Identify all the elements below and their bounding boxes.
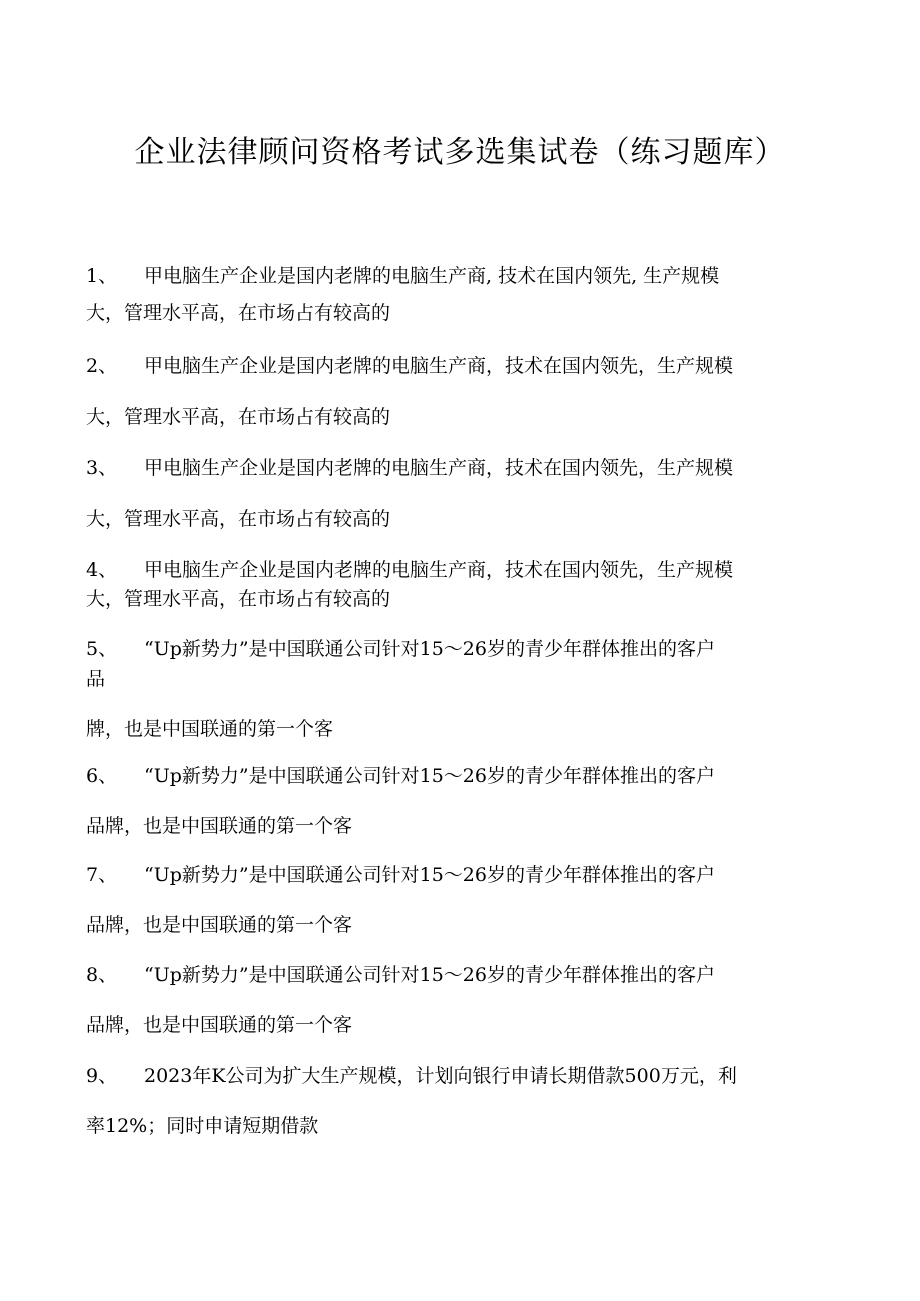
question-text: “Up新势力”是中国联通公司针对15～26岁的青少年群体推出的客户	[144, 864, 715, 886]
question-text: 甲电脑生产企业是国内老牌的电脑生产商，技术在国内领先，生产规模	[144, 355, 734, 377]
question-text: 甲电脑生产企业是国内老牌的电脑生产商，技术在国内领先，生产规模	[144, 457, 734, 479]
question-number: 9、	[86, 1065, 118, 1087]
question-4-line-1	[86, 555, 733, 585]
question-3-line-1	[86, 453, 733, 483]
question-number: 1、	[86, 265, 118, 287]
question-text: “Up新势力”是中国联通公司针对15～26岁的青少年群体推出的客户	[144, 765, 715, 787]
question-number: 4、	[86, 559, 118, 581]
question-5-line-3: 牌，也是中国联通的第一个客	[86, 718, 334, 740]
question-9-line-1	[86, 1061, 737, 1091]
question-4-line-2: 大，管理水平高，在市场占有较高的	[86, 588, 391, 610]
page-title: 企业法律顾问资格考试多选集试卷（练习题库）	[134, 135, 786, 170]
question-number: 7、	[86, 864, 118, 886]
question-number: 6、	[86, 765, 118, 787]
question-2-line-2: 大，管理水平高，在市场占有较高的	[86, 406, 391, 428]
question-text: “Up新势力”是中国联通公司针对15～26岁的青少年群体推出的客户	[144, 964, 715, 986]
question-text: 甲电脑生产企业是国内老牌的电脑生产商, 技术在国内领先, 生产规模	[144, 265, 720, 287]
question-number: 8、	[86, 964, 118, 986]
question-6-line-1	[86, 761, 715, 791]
question-5-line-1	[86, 634, 715, 664]
question-1-line-1	[86, 261, 719, 291]
question-text: 2023年K公司为扩大生产规模，计划向银行申请长期借款500万元，利	[144, 1065, 737, 1087]
question-8-line-1	[86, 960, 715, 990]
question-number: 2、	[86, 355, 118, 377]
question-7-line-1	[86, 860, 715, 890]
question-2-line-1	[86, 351, 733, 381]
question-text: “Up新势力”是中国联通公司针对15～26岁的青少年群体推出的客户	[144, 638, 715, 660]
question-1-line-2: 大，管理水平高，在市场占有较高的	[86, 302, 391, 324]
question-number: 5、	[86, 638, 118, 660]
question-text: 甲电脑生产企业是国内老牌的电脑生产商，技术在国内领先，生产规模	[144, 559, 734, 581]
question-5-line-2: 品	[86, 668, 106, 690]
question-8-line-2: 品牌，也是中国联通的第一个客	[86, 1014, 353, 1036]
question-3-line-2: 大，管理水平高，在市场占有较高的	[86, 508, 391, 530]
question-9-line-2: 率12%；同时申请短期借款	[86, 1115, 319, 1137]
question-6-line-2: 品牌，也是中国联通的第一个客	[86, 815, 353, 837]
question-number: 3、	[86, 457, 118, 479]
question-7-line-2: 品牌，也是中国联通的第一个客	[86, 914, 353, 936]
